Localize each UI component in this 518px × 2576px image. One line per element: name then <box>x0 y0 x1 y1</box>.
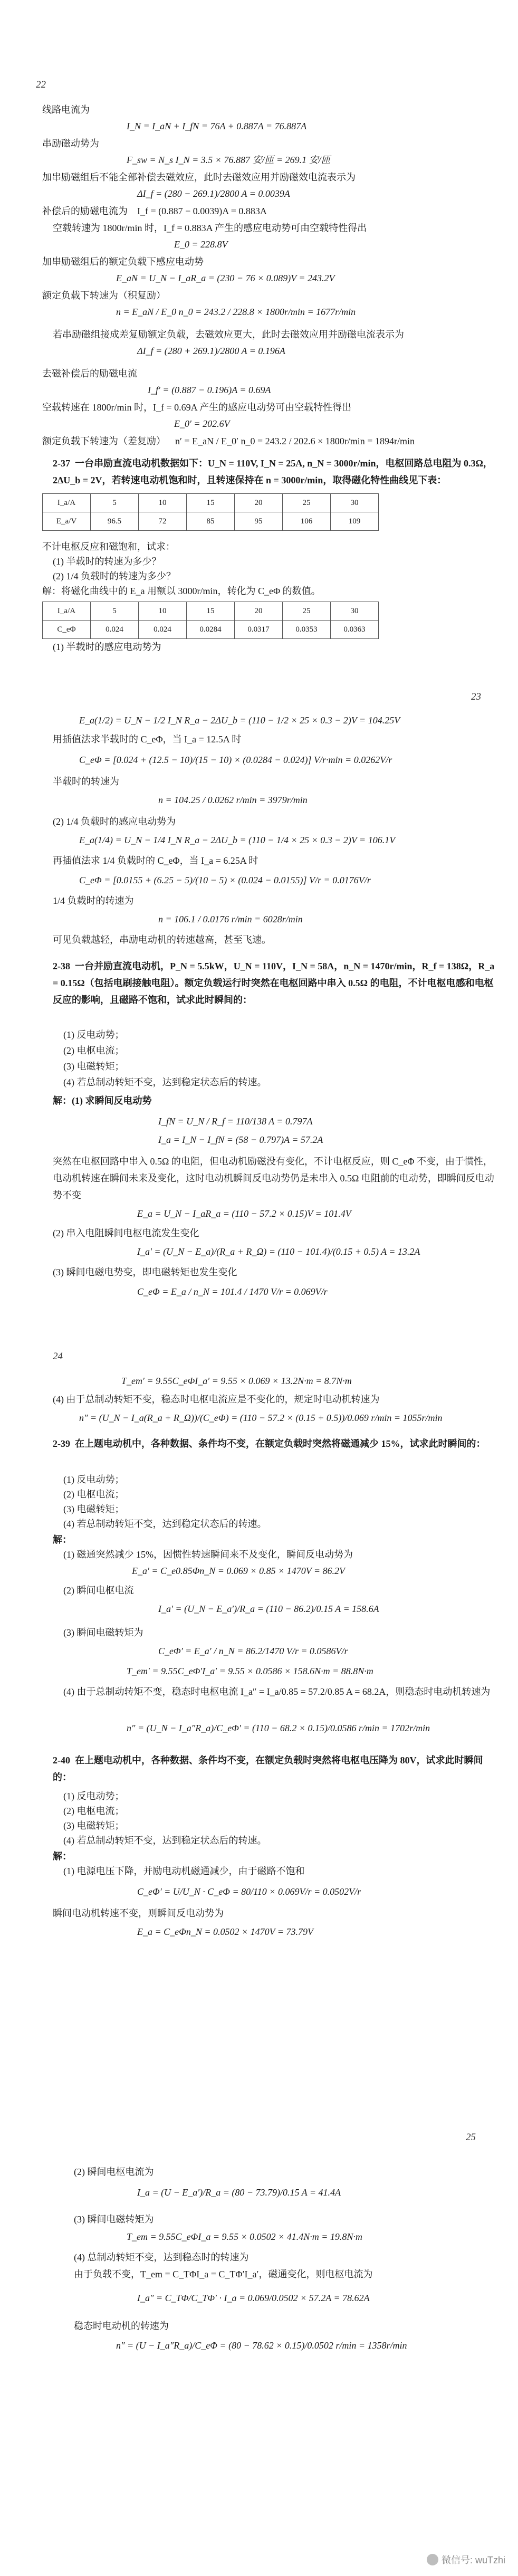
equation: C_eΦ′ = U/U_N · C_eΦ = 80/110 × 0.069V/r = 0.0502V/r <box>137 1886 361 1897</box>
equation: I_a = (U − E_a′)/R_a = (80 − 73.79)/0.15 A = 41.4A <box>137 2187 341 2198</box>
text-line: 若串励磁组接成差复励额定负载，去磁效应更大，此时去磁效应用并励磁电流表示为 <box>53 329 404 340</box>
equation: E_a = C_eΦn_N = 0.0502 × 1470V = 73.79V <box>137 1926 313 1937</box>
text-line: (3) 电磁转矩； <box>63 1504 124 1514</box>
equation: I_a = I_N − I_fN = (58 − 0.797)A = 57.2A <box>158 1134 323 1145</box>
text-line: (1) 半载时的感应电动势为 <box>53 642 161 652</box>
page-number: 23 <box>471 691 481 702</box>
text-line: 加串励磁组后不能全部补偿去磁效应，此时去磁效应用并励磁效电流表示为 <box>42 172 356 183</box>
table-cell: 10 <box>139 602 187 621</box>
table-row <box>43 494 379 512</box>
table-cell: 85 <box>187 512 235 531</box>
text-line: 突然在电枢回路中串入 0.5Ω 的电阻，但电动机励磁没有变化，不计电枢反应，则 C_eΦ 不变，由于惯性，电动机转速在瞬间未来及变化，这时电动机瞬间反电动势仍是未串入 0.5Ω 电阻前的电动势，即瞬间反电动势不变 <box>53 1156 494 1200</box>
text-line: 解：将磁化曲线中的 E_a 用额以 3000r/min，转化为 C_eΦ 的数值。 <box>42 586 321 596</box>
text-line: 空载转速在 1800r/min 时，I_f = 0.69A 产生的感应电动势可由空载特性得出 <box>42 402 352 413</box>
text-line: 解： <box>53 1851 72 1862</box>
text-line: (3) 电磁转矩； <box>63 1061 124 1072</box>
equation: n = E_aN / E_0 n_0 = 243.2 / 228.8 × 1800r/min = 1677r/min <box>116 307 356 317</box>
equation: E_aN = U_N − I_aR_a = (230 − 76 × 0.089)V = 243.2V <box>116 273 335 283</box>
text-line: (2) 瞬间电枢电流 <box>63 1585 134 1596</box>
table-cell: 25 <box>283 602 331 621</box>
text-line: (2) 瞬间电枢电流为 <box>74 2167 154 2177</box>
equation: I_a′ = (U_N − E_a′)/R_a = (110 − 86.2)/0.15 A = 158.6A <box>158 1604 379 1614</box>
table-cell: 72 <box>139 512 187 531</box>
equation: C_eΦ′ = E_a′ / n_N = 86.2/1470 V/r = 0.0586V/r <box>158 1646 348 1656</box>
text-line: (1) 反电动势； <box>63 1791 124 1801</box>
text-line: 可见负载越轻，串励电动机的转速越高，甚至飞速。 <box>53 934 271 945</box>
equation: n = 104.25 / 0.0262 r/min = 3979r/min <box>158 795 308 805</box>
equation: I_fN = U_N / R_f = 110/138 A = 0.797A <box>158 1116 313 1127</box>
text-line: 稳态时电动机的转速为 <box>74 2321 169 2331</box>
equation: F_sw = N_s I_N = 3.5 × 76.887 安/匝 = 269.1 安/匝 <box>127 155 331 165</box>
problem-statement: 2-38 一台并励直流电动机，P_N = 5.5kW，U_N = 110V，I_N = 58A，n_N = 1470r/min，R_f = 138Ω，R_a = 0.15Ω（包括电刷接触电阻）。额定负载运行时突然在电枢回路中串入 0.5Ω 的电阻，不计电枢电感和电枢反应的影响，且磁路不饱和，试求此时瞬间的： <box>53 961 497 1005</box>
page-24 <box>0 1335 518 2005</box>
text-line: (2) 电枢电流； <box>63 1806 124 1816</box>
page-22 <box>0 0 518 654</box>
text-line: (1) 半载时的转速为多少？ <box>53 556 161 567</box>
table-cell: 30 <box>331 494 379 512</box>
table-cell: 106 <box>283 512 331 531</box>
text-line: (1) 磁通突然减少 15%，因惯性转速瞬间来不及变化，瞬间反电动势为 <box>63 1549 353 1560</box>
text-line: 额定负载下转速为（差复励） n′ = E_aN / E_0′ n_0 = 243.2 / 202.6 × 1800r/min = 1894r/min <box>42 436 415 446</box>
text-line: 加串励磁组后的额定负载下感应电动势 <box>42 256 204 267</box>
table-row <box>43 621 379 639</box>
equation: ΔI_f = (280 + 269.1)/2800 A = 0.196A <box>137 346 285 356</box>
equation: ΔI_f = (280 − 269.1)/2800 A = 0.0039A <box>137 188 290 199</box>
equation: n″ = (U − I_a″R_a)/C_eΦ = (80 − 78.62 × 0.15)/0.0502 r/min = 1358r/min <box>116 2340 407 2351</box>
text-line: 补偿后的励磁电流为 I_f = (0.887 − 0.0039)A = 0.883A <box>42 206 267 216</box>
table-cell: 25 <box>283 494 331 512</box>
text-line: 线路电流为 <box>42 104 90 115</box>
table-cell: 15 <box>187 494 235 512</box>
text-line: (3) 电磁转矩； <box>63 1820 124 1831</box>
equation: T_em′ = 9.55C_eΦ′I_a′ = 9.55 × 0.0586 × 158.6N·m = 88.8N·m <box>127 1666 373 1676</box>
table-cell: 15 <box>187 602 235 621</box>
wechat-icon <box>427 2554 438 2565</box>
table-cell: 96.5 <box>91 512 139 531</box>
text-line: 再插值法求 1/4 负载时的 C_eΦ，当 I_a = 6.25A 时 <box>53 855 258 866</box>
page-number: 22 <box>36 79 46 90</box>
text-line: 不计电枢反应和磁饱和，试求： <box>42 541 175 552</box>
equation: I_N = I_aN + I_fN = 76A + 0.887A = 76.887A <box>127 121 307 131</box>
table-cell: 0.024 <box>91 621 139 639</box>
page-number: 24 <box>53 1351 63 1362</box>
text-line: (4) 总制动转矩不变，达到稳态时的转速为 <box>74 2252 249 2263</box>
text-line: (4) 若总制动转矩不变，达到稳定状态后的转速。 <box>63 1835 267 1846</box>
equation: T_em = 9.55C_eΦI_a = 9.55 × 0.0502 × 41.4N·m = 19.8N·m <box>127 2231 362 2242</box>
text-line: (4) 由于总制动转矩不变，稳态时电枢电流 I_a″ = I_a/0.85 = 57.2/0.85 A = 68.2A，则稳态时电动机转速为 <box>63 1686 491 1697</box>
equation: I_a″ = C_TΦ/C_TΦ′ · I_a = 0.069/0.0502 × 57.2A = 78.62A <box>137 2293 370 2303</box>
text-line: 空载转速为 1800r/min 时，I_f = 0.883A 产生的感应电动势可由空载特性得出 <box>53 223 367 233</box>
text-line: (3) 瞬间电磁电势变，即电磁转矩也发生变化 <box>53 1267 237 1277</box>
text-line: 解：(1) 求瞬间反电动势 <box>53 1095 152 1106</box>
text-line: 解： <box>53 1534 72 1545</box>
table-cell: E_a/V <box>43 512 91 531</box>
text-line: 串励磁动势为 <box>42 138 99 149</box>
equation: E_a(1/2) = U_N − 1/2 I_N R_a − 2ΔU_b = (110 − 1/2 × 25 × 0.3 − 2)V = 104.25V <box>79 715 400 726</box>
text-line: 半载时的转速为 <box>53 776 119 787</box>
table-cell: 0.0353 <box>283 621 331 639</box>
table-cell: 5 <box>91 602 139 621</box>
table-cell: 95 <box>235 512 283 531</box>
table-cell: 109 <box>331 512 379 531</box>
equation: C_eΦ = E_a / n_N = 101.4 / 1470 V/r = 0.069V/r <box>137 1286 328 1297</box>
equation: n″ = (U_N − I_a″R_a)/C_eΦ′ = (110 − 68.2 × 0.15)/0.0586 r/min = 1702r/min <box>127 1723 430 1733</box>
text-line: 去磁补偿后的励磁电流 <box>42 368 137 379</box>
equation: E_a = U_N − I_aR_a = (110 − 57.2 × 0.15)V = 101.4V <box>137 1208 351 1219</box>
table-cell: 5 <box>91 494 139 512</box>
equation: C_eΦ = [0.024 + (12.5 − 10)/(15 − 10) × (0.0284 − 0.024)] V/r·min = 0.0262V/r <box>79 755 392 765</box>
equation: E_a′ = C_e0.85Φn_N = 0.069 × 0.85 × 1470V = 86.2V <box>132 1566 346 1576</box>
equation: I_a′ = (U_N − E_a)/(R_a + R_Ω) = (110 − 101.4)/(0.15 + 0.5) A = 13.2A <box>137 1246 420 1257</box>
text-line: 由于负载不变，T_em = C_TΦI_a = C_TΦ′I_a′，磁通变化，则电枢电流为 <box>74 2269 373 2279</box>
table-cell: 20 <box>235 494 283 512</box>
equation: n = 106.1 / 0.0176 r/min = 6028r/min <box>158 914 303 924</box>
table-cell: I_a/A <box>43 602 91 621</box>
equation: n″ = (U_N − I_a(R_a + R_Ω))/(C_eΦ) = (110 − 57.2 × (0.15 + 0.5))/0.069 r/min = 1055r/min <box>79 1413 443 1423</box>
watermark-text: 微信号: wuTzhi <box>441 2555 505 2565</box>
text-line: (4) 若总制动转矩不变，达到稳定状态后的转速。 <box>63 1519 267 1529</box>
text-line: 1/4 负载时的转速为 <box>53 895 134 906</box>
equation: E_0 = 228.8V <box>174 239 228 250</box>
watermark <box>427 2553 505 2567</box>
equation: T_em′ = 9.55C_eΦI_a′ = 9.55 × 0.069 × 13.2N·m = 8.7N·m <box>121 1376 352 1386</box>
ce-phi-table <box>42 602 379 639</box>
text-line: (3) 瞬间电磁转矩为 <box>74 2214 154 2225</box>
page-23 <box>0 657 518 1332</box>
table-cell: 0.0363 <box>331 621 379 639</box>
text-line: 额定负载下转速为（积复励） <box>42 290 166 301</box>
page-25 <box>0 2111 518 2576</box>
table-cell: 0.024 <box>139 621 187 639</box>
text-line: (2) 电枢电流； <box>63 1045 124 1056</box>
text-line: (2) 1/4 负载时的转速为多少？ <box>53 571 176 581</box>
text-line: (3) 瞬间电磁转矩为 <box>63 1627 143 1638</box>
equation: E_0′ = 202.6V <box>174 418 230 429</box>
table-row <box>43 512 379 531</box>
text-line: 用插值法求半载时的 C_eΦ，当 I_a = 12.5A 时 <box>53 734 242 745</box>
problem-statement: 2-40 在上题电动机中，各种数据、条件均不变，在额定负载时突然将电枢电压降为 80V，试求此时瞬间的： <box>53 1755 483 1782</box>
text-line: (1) 反电动势； <box>63 1474 124 1485</box>
page-number: 25 <box>466 2132 476 2143</box>
problem-statement: 2-37 一台串励直流电动机数据如下：U_N = 110V, I_N = 25A, n_N = 3000r/min，电枢回路总电阻为 0.3Ω，2ΔU_b = 2V，若转速电动机饱和时，且转速保持在 n = 3000r/min，取得磁化特性曲线见下表： <box>53 458 493 485</box>
text-line: (2) 1/4 负载时的感应电动势为 <box>53 816 176 827</box>
equation: I_f′ = (0.887 − 0.196)A = 0.69A <box>148 385 271 395</box>
text-line: (2) 串入电阻瞬间电枢电流发生变化 <box>53 1228 199 1238</box>
table-cell: 20 <box>235 602 283 621</box>
text-line: (4) 由于总制动转矩不变，稳态时电枢电流应是不变化的，规定时电动机转速为 <box>53 1394 380 1405</box>
table-cell: 0.0284 <box>187 621 235 639</box>
equation: E_a(1/4) = U_N − 1/4 I_N R_a − 2ΔU_b = (110 − 1/4 × 25 × 0.3 − 2)V = 106.1V <box>79 835 396 845</box>
table-cell: C_eΦ <box>43 621 91 639</box>
equation: C_eΦ = [0.0155 + (6.25 − 5)/(10 − 5) × (0.024 − 0.0155)] V/r = 0.0176V/r <box>79 875 371 885</box>
text-line: (2) 电枢电流； <box>63 1489 124 1500</box>
table-cell: 30 <box>331 602 379 621</box>
text-line: 瞬间电动机转速不变，则瞬间反电动势为 <box>53 1908 224 1919</box>
magnetization-table <box>42 493 379 531</box>
table-cell: I_a/A <box>43 494 91 512</box>
text-line: (4) 若总制动转矩不变，达到稳定状态后的转速。 <box>63 1077 267 1087</box>
table-row <box>43 602 379 621</box>
problem-statement: 2-39 在上题电动机中，各种数据、条件均不变，在额定负载时突然将磁通减少 15%，试求此时瞬间的： <box>53 1438 486 1449</box>
text-line: (1) 电源电压下降，并励电动机磁通减少，由于磁路不饱和 <box>63 1866 305 1876</box>
text-line: (1) 反电动势； <box>63 1029 124 1040</box>
table-cell: 10 <box>139 494 187 512</box>
table-cell: 0.0317 <box>235 621 283 639</box>
